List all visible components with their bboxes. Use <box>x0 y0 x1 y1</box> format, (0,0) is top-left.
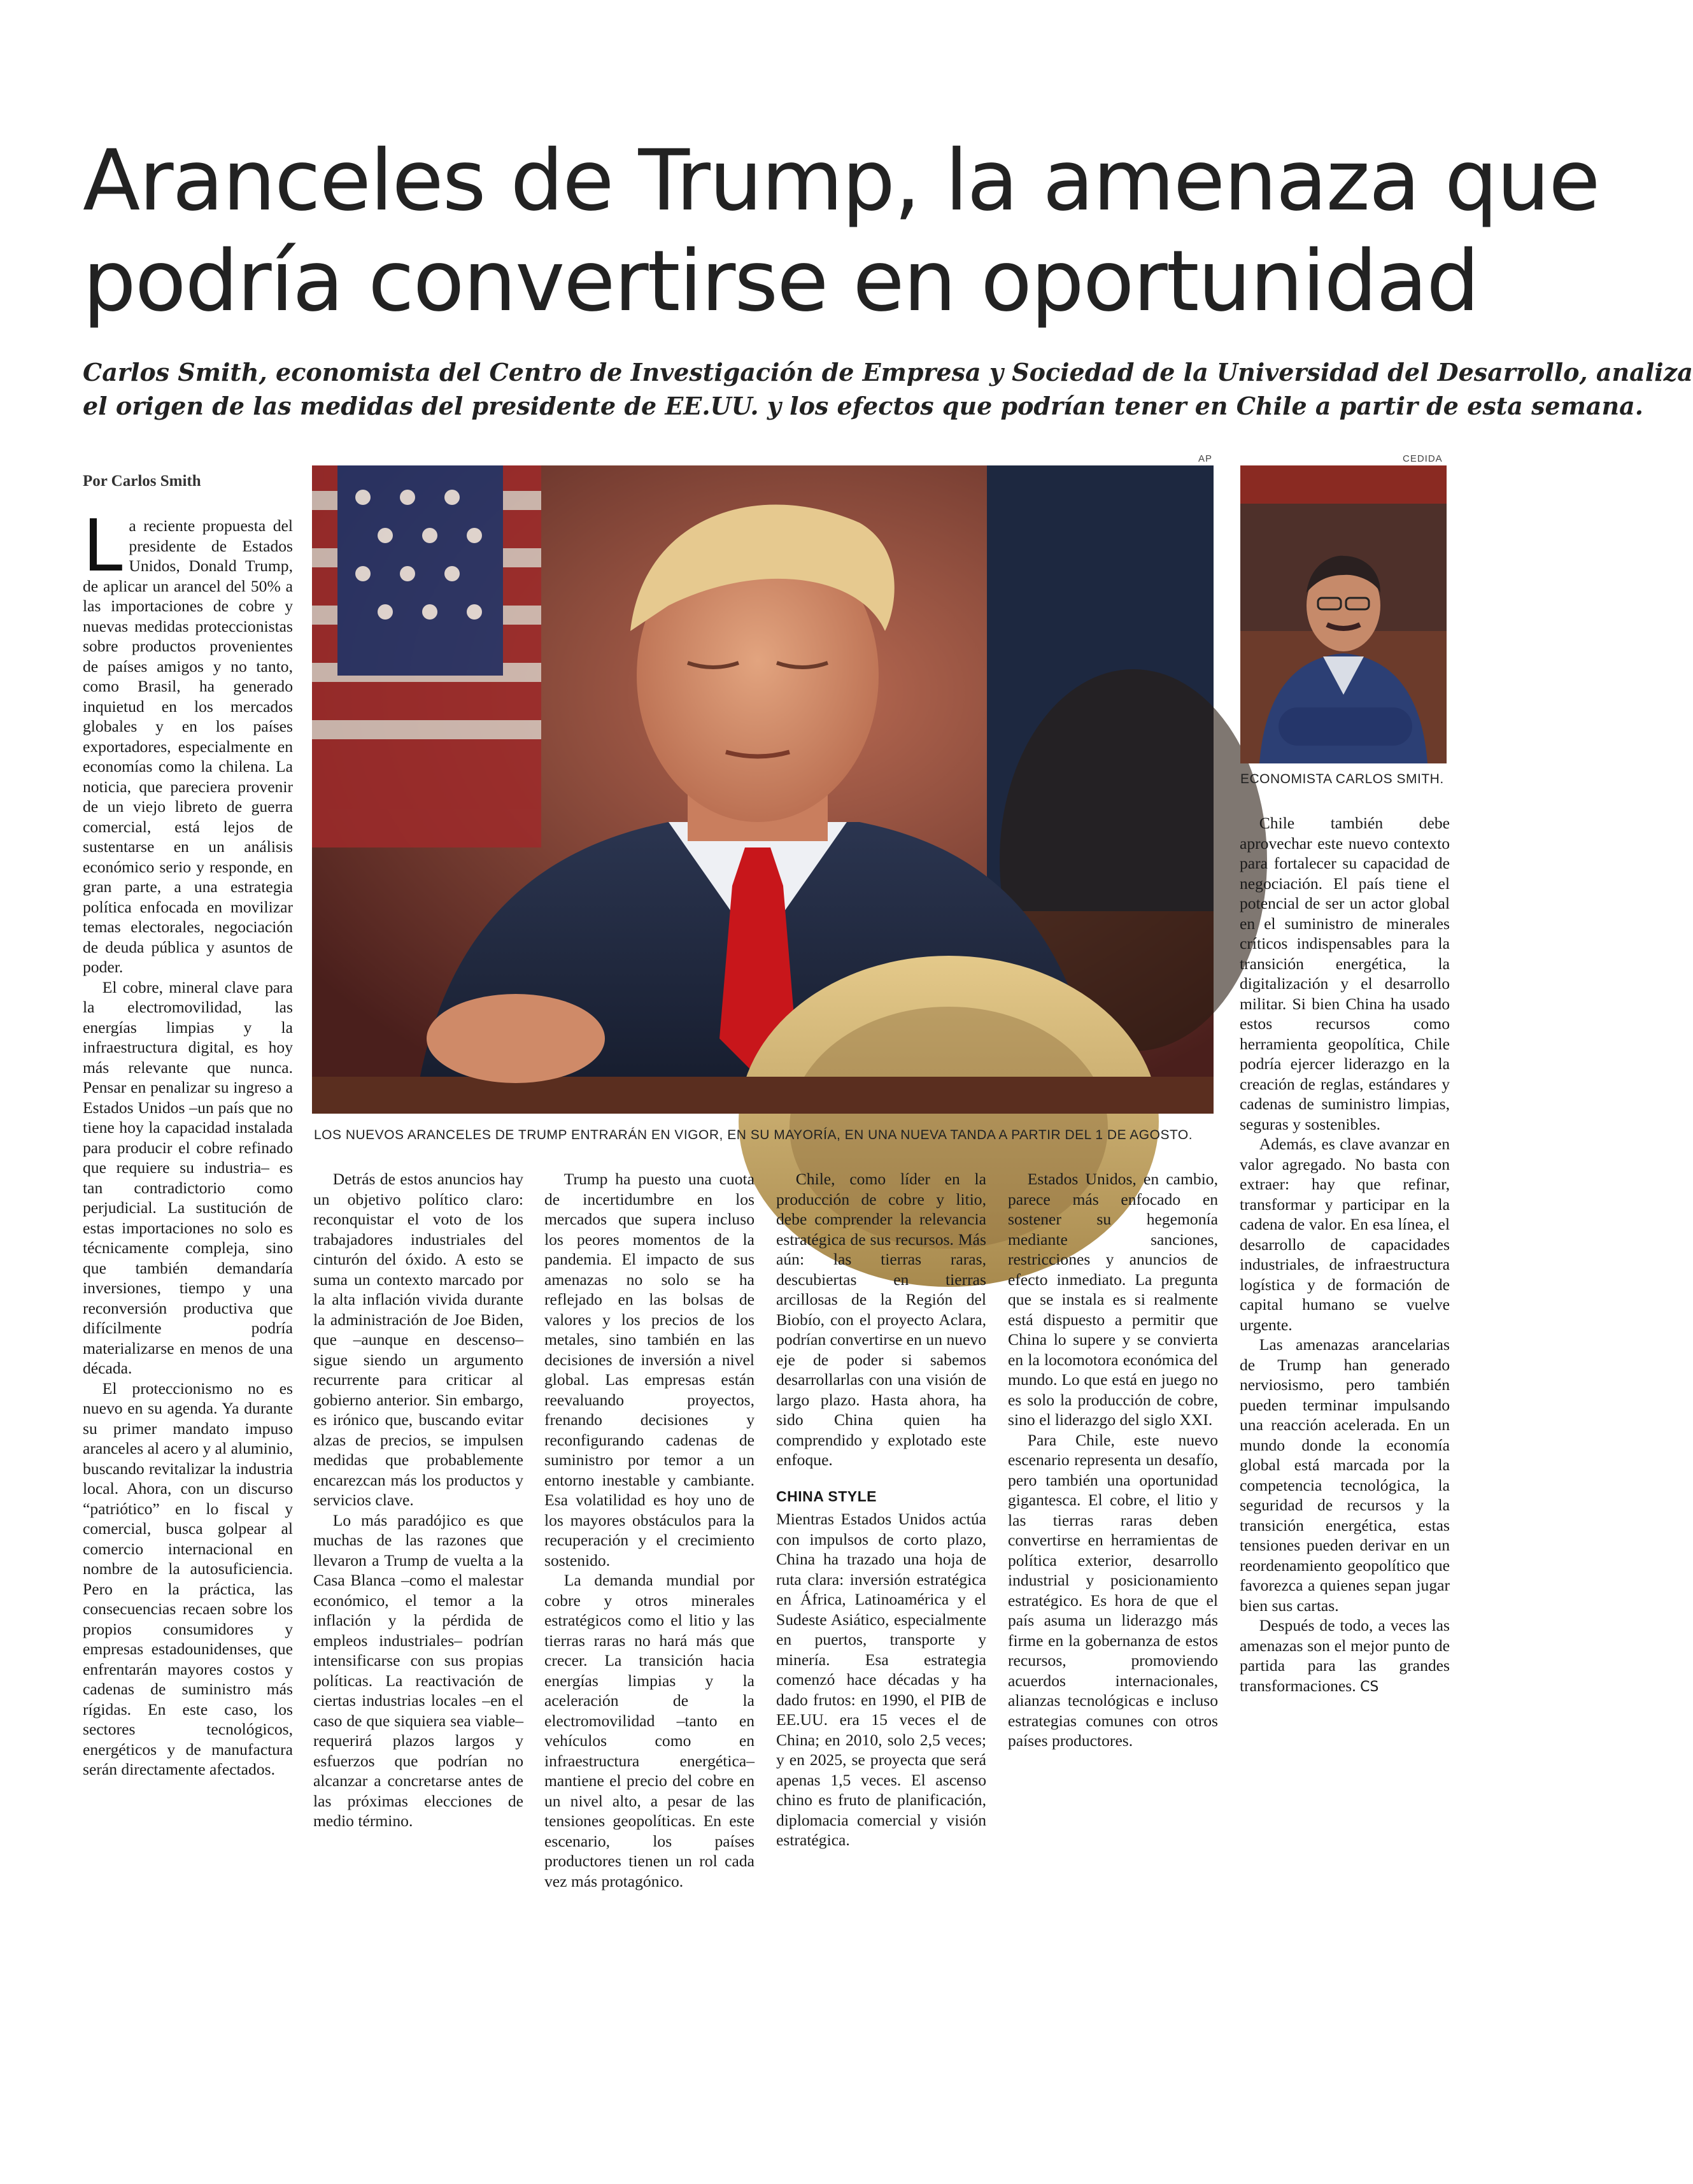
body-paragraph: Lo más paradójico es que muchas de las razones que llevaron a Trump de vuelta a la Casa Blanca –como el malestar económico, el temor a la inflación y la pérdida de empleos industriales– podrían intensificarse con sus propias políticas. La reactivación de ciertas industrias locales –en el caso de que siquiera sea viable– requerirá plazos largos y esfuerzos que podrían no alcanzar a concretarse antes de las próximas elecciones de medio término. <box>313 1510 523 1830</box>
body-paragraph: Estados Unidos, en cambio, parece más enfocado en sostener su hegemonía mediante sanciones, restricciones y anuncios de efecto inmediato. La pregunta que se instala es si realmente está dispuesto a permitir que China lo supere y se convierta en la locomotora económica del mundo. Lo que está en juego no es solo la producción de cobre, sino el liderazgo del siglo XXI. <box>1008 1170 1218 1429</box>
deck-line-2: el origen de las medidas del presidente de EE.UU. y los efectos que podrían tener en Chile a partir de esta semana. <box>83 392 1644 420</box>
side-photo-caption: ECONOMISTA CARLOS SMITH. <box>1240 772 1444 786</box>
deck <box>83 355 1693 423</box>
body-column-2 <box>313 1169 523 1831</box>
body-paragraph: El proteccionismo no es nuevo en su agenda. Ya durante su primer mandato impuso aranceles al acero y al aluminio, buscando revitalizar la industria local. Ahora, con un discurso “patriótico” en lo fiscal y comercial, busca golpear al comercio internacional en nombre de la autosuficiencia. Pero en la práctica, las consecuencias recaen sobre los propios consumidores y empresas estadounidenses, que enfrentarán mayores costos y cadenas de suministro más rígidas. En este caso, los sectores tecnológicos, energéticos y de manufactura serán directamente afectados. <box>83 1379 293 1778</box>
body-paragraph: Trump ha puesto una cuota de incertidumbre en los mercados que supera incluso los peores momentos de la pandemia. El impacto de sus amenazas no solo se ha reflejado en las bolsas de valores y los precios de los metales, sino también en las decisiones de inversión a nivel global. Las empresas están reevaluando proyectos, frenando decisiones y reconfigurando cadenas de suministro por temor a un entorno inestable y cambiante. Esa volatilidad es hoy uno de los mayores obstáculos para la recuperación y el crecimiento sostenido. <box>544 1170 754 1570</box>
body-paragraph: Para Chile, este nuevo escenario representa un desafío, pero también una oportunidad gigantesca. El cobre, el litio y las tierras raras deben convertirse en herramientas de política exterior, desarrollo industrial y posicionamiento estratégico. Es hora de que el país asuma un liderazgo más firme en la gobernanza de estos recursos, promoviendo acuerdos internacionales, alianzas tecnológicas e incluso estrategias comunes con otros países productores. <box>1008 1430 1218 1750</box>
headline <box>83 131 1599 332</box>
main-photo-image <box>312 465 1214 1114</box>
body-paragraph: La demanda mundial por cobre y otros minerales estratégicos como el litio y las tierras raras no hará más que crecer. La transición hacia energías limpias y la aceleración de la electromovilidad –tanto en vehículos como en infraestructura energética– mantiene el precio del cobre en un nivel alto, a pesar de las tensiones geopolíticas. En este escenario, los países productores tienen un rol cada vez más protagónico. <box>544 1571 754 1890</box>
deck-line-1: Carlos Smith, economista del Centro de Investigación de Empresa y Sociedad de la Universidad del Desarrollo, analiza <box>83 358 1693 386</box>
body-paragraph: El cobre, mineral clave para la electromovilidad, las energías limpias y la infraestructura digital, es hoy más relevante que nunca. Pensar en penalizar su ingreso a Estados Unidos –un país que no tiene hoy la capacidad instalada para producir el cobre refinado que requiere su industria– es tan contradictorio como perjudicial. La sustitución de estas importaciones no solo es técnicamente compleja, sino que también demandaría inversiones, tiempo y una reconversión productiva que difícilmente podría materializarse en menos de una década. <box>83 977 293 1377</box>
body-paragraph: Después de todo, a veces las amenazas son el mejor punto de partida para las grandes transformaciones. CS <box>1240 1616 1450 1695</box>
body-paragraph: Chile también debe aprovechar este nuevo contexto para fortalecer su capacidad de negociación. El país tiene el potencial de ser un actor global en el suministro de minerales críticos indispensables para la transición energética, la digitalización y el desarrollo militar. Si bien China ha usado estos recursos como herramienta geopolítica, Chile podría ejercer liderazgo en la creación de reglas, estándares y cadenas de suministro limpias, seguras y sostenibles. <box>1240 814 1450 1133</box>
side-photo <box>1240 465 1447 763</box>
body-column-6 <box>1240 813 1450 1697</box>
byline: Por Carlos Smith <box>83 472 201 490</box>
body-column-5 <box>1008 1169 1218 1751</box>
main-photo <box>312 465 1214 1114</box>
body-paragraph: Además, es clave avanzar en valor agregado. No basta con extraer: hay que refinar, transformar y participar en la cadena de valor. En esa línea, el desarrollo de capacidades industriales, de infraestructura logística y de formación de capital humano se vuelve urgente. <box>1240 1135 1450 1334</box>
body-column-4 <box>776 1169 986 1850</box>
body-paragraph: Las amenazas arancelarias de Trump han generado nerviosismo, pero también pueden terminar impulsando una reacción acelerada. En un mundo donde la economía global está marcada por la competencia tecnológica, la seguridad de recursos y la transición energética, estas tensiones pueden derivar en un reordenamiento geopolítico que favorezca a quienes sepan jugar bien sus cartas. <box>1240 1335 1450 1615</box>
body-paragraph: Mientras Estados Unidos actúa con impulsos de corto plazo, China ha trazado una hoja de ruta clara: inversión estratégica en África, Latinoamérica y el Sudeste Asiático, especialmente en puertos, transporte y minería. Esa estrategia comenzó hace décadas y ha dado frutos: en 1990, el PIB de EE.UU. era 15 veces el de China; en 2010, solo 2,5 veces; y en 2025, se proyecta que será apenas 1,5 veces. El ascenso chino es fruto de planificación, diplomacia comercial y visión estratégica. <box>776 1510 986 1849</box>
end-mark: CS <box>1360 1678 1379 1695</box>
headline-line-1: Aranceles de Trump, la amenaza que <box>83 132 1599 230</box>
body-paragraph: Chile, como líder en la producción de cobre y litio, debe comprender la relevancia estratégica de sus recursos. Más aún: las tierras raras, descubiertas en tierras arcillosas de la Región del Biobío, con el proyecto Aclara, podrían convertirse en un nuevo eje de poder si sabemos desarrollarlas con una visión de largo plazo. Hasta ahora, ha sido China quien ha comprendido y explotado este enfoque. <box>776 1170 986 1469</box>
body-paragraph: Detrás de estos anuncios hay un objetivo político claro: reconquistar el voto de los trabajadores industriales del cinturón del óxido. A esto se suma un contexto marcado por la alta inflación vivida durante la administración de Joe Biden, que –aunque en descenso– sigue siendo un argumento recurrente para criticar al gobierno anterior. Sin embargo, es irónico que, buscando evitar alzas de precios, se impulsen medidas que probablemente encarezcan más los productos y servicios clave. <box>313 1170 523 1509</box>
headline-line-2: podría convertirse en oportunidad <box>83 232 1478 330</box>
section-subhead: CHINA STYLE <box>776 1487 877 1505</box>
side-photo-image <box>1240 465 1447 763</box>
main-photo-credit: AP <box>1198 453 1213 464</box>
side-photo-credit: CEDIDA <box>1403 453 1443 464</box>
main-photo-caption: LOS NUEVOS ARANCELES DE TRUMP ENTRARÁN EN VIGOR, EN SU MAYORÍA, EN UNA NUEVA TANDA A PARTIR DEL 1 DE AGOSTO. <box>314 1128 1193 1142</box>
body-paragraph: La reciente propuesta del presidente de Estados Unidos, Donald Trump, de aplicar un arancel del 50% a las importaciones de cobre y nuevas medidas proteccionistas sobre productos provenientes de países amigos y no tanto, como Brasil, ha generado inquietud en los mercados globales y en los países exportadores, especialmente en economías como la chilena. La noticia, que pareciera provenir de un viejo libreto de guerra comercial, está lejos de sustentarse en un análisis económico serio y responde, en gran parte, a una estrategia política enfocada en movilizar temas electorales, negociación de deuda pública y asuntos de poder. <box>83 505 293 976</box>
body-column-3 <box>544 1169 754 1891</box>
drop-cap: L <box>83 505 123 588</box>
body-column-1 <box>83 505 293 1780</box>
